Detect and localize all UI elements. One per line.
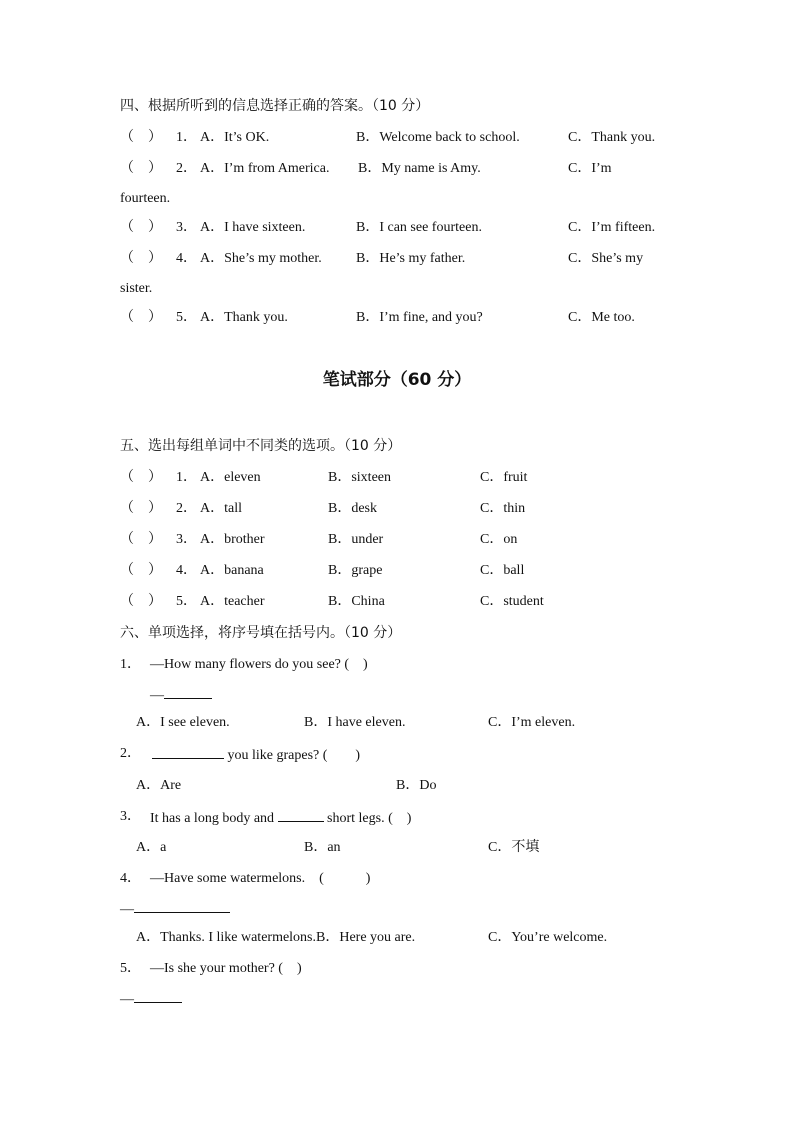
options-a-b: A．Thanks. I like watermelons.B．Here you are. [136,930,416,945]
option-b: B．grape [328,563,383,578]
question-number: 1． [176,130,197,145]
option-a: A．I’m from America. [200,161,330,176]
option-c: C．I’m fifteen. [568,220,656,235]
option-c: C．thin [480,501,526,516]
option-c: C．fruit [480,470,528,485]
answer-parentheses: （ ） [120,501,162,516]
written-part-title: 笔试部分（60 分） [322,370,472,390]
question-stem: —How many flowers do you see? ( ) [150,657,368,672]
option-c: C．You’re welcome. [488,930,608,945]
option-b: B．Do [396,778,437,793]
option-a: A．I have sixteen. [200,220,306,235]
option-c: C．on [480,532,518,547]
question-number: 5． [176,310,197,325]
answer-line [150,684,212,706]
option-b: B．I can see fourteen. [356,220,482,235]
option-b: B．He’s my father. [356,251,466,266]
option-a: A．a [136,840,167,855]
fill-in-blank [152,744,224,759]
option-c: C．I’m eleven. [488,715,576,730]
option-c: C．student [480,594,544,609]
option-a: A．brother [200,532,265,547]
option-b: B．desk [328,501,377,516]
option-b: B．I’m fine, and you? [356,310,483,325]
option-a: A．tall [200,501,242,516]
question-stem [150,807,411,829]
option-c-continued: sister. [120,281,153,296]
option-c: C．Thank you. [568,130,656,145]
option-c-continued: fourteen. [120,191,171,206]
option-a: A．Thank you. [200,310,288,325]
answer-parentheses: （ ） [120,251,162,266]
question-number: 3． [120,809,141,824]
question-number: 2． [176,501,197,516]
answer-parentheses: （ ） [120,310,162,325]
question-number: 2． [176,161,197,176]
answer-parentheses: （ ） [120,220,162,235]
option-a: A．Are [136,778,182,793]
option-b: B．under [328,532,384,547]
question-number: 1． [120,657,141,672]
option-c: C．She’s my [568,251,644,266]
answer-parentheses: （ ） [120,563,162,578]
option-a: A．I see eleven. [136,715,230,730]
answer-line [120,988,182,1010]
option-a: A．She’s my mother. [200,251,322,266]
option-a: A．teacher [200,594,265,609]
question-number: 1． [176,470,197,485]
answer-parentheses: （ ） [120,470,162,485]
answer-blank [164,684,212,699]
question-number: 3． [176,220,197,235]
question-stem: —Have some watermelons. ( ) [150,871,371,886]
option-a: A．eleven [200,470,261,485]
section-heading-listening: 四、根据所听到的信息选择正确的答案。（10 分） [120,98,430,114]
answer-parentheses: （ ） [120,594,162,609]
answer-blank [134,898,230,913]
question-number: 4． [176,563,197,578]
option-b: B．My name is Amy. [358,161,481,176]
question-number: 5． [120,961,141,976]
option-c: C．不填 [488,840,540,855]
question-stem [152,744,360,766]
question-number: 4． [176,251,197,266]
option-c: C．I’m [568,161,612,176]
answer-parentheses: （ ） [120,532,162,547]
answer-dash: — [120,902,134,917]
stem-text: you like grapes? ( ) [227,748,361,763]
option-c: C．ball [480,563,525,578]
option-b: B．an [304,840,341,855]
section-heading-odd-one-out: 五、选出每组单词中不同类的选项。（10 分） [120,438,402,454]
option-b: B．sixteen [328,470,391,485]
answer-parentheses: （ ） [120,130,162,145]
question-number: 5． [176,594,197,609]
answer-blank [134,988,182,1003]
question-number: 2． [120,746,141,761]
option-b: B．Welcome back to school. [356,130,520,145]
question-stem: —Is she your mother? ( ) [150,961,302,976]
stem-text-before: It has a long body and [150,811,275,826]
answer-dash: — [150,688,164,703]
question-number: 3． [176,532,197,547]
option-a: A．banana [200,563,264,578]
answer-parentheses: （ ） [120,161,162,176]
answer-line [120,898,230,920]
section-heading-single-choice: 六、单项选择，将序号填在括号内。（10 分） [120,625,402,641]
stem-text-after: short legs. ( ) [327,811,412,826]
fill-in-blank [278,807,324,822]
option-c: C．Me too. [568,310,635,325]
answer-dash: — [120,992,134,1007]
option-a: A．It’s OK. [200,130,270,145]
option-b: B．China [328,594,385,609]
question-number: 4． [120,871,141,886]
option-b: B．I have eleven. [304,715,406,730]
